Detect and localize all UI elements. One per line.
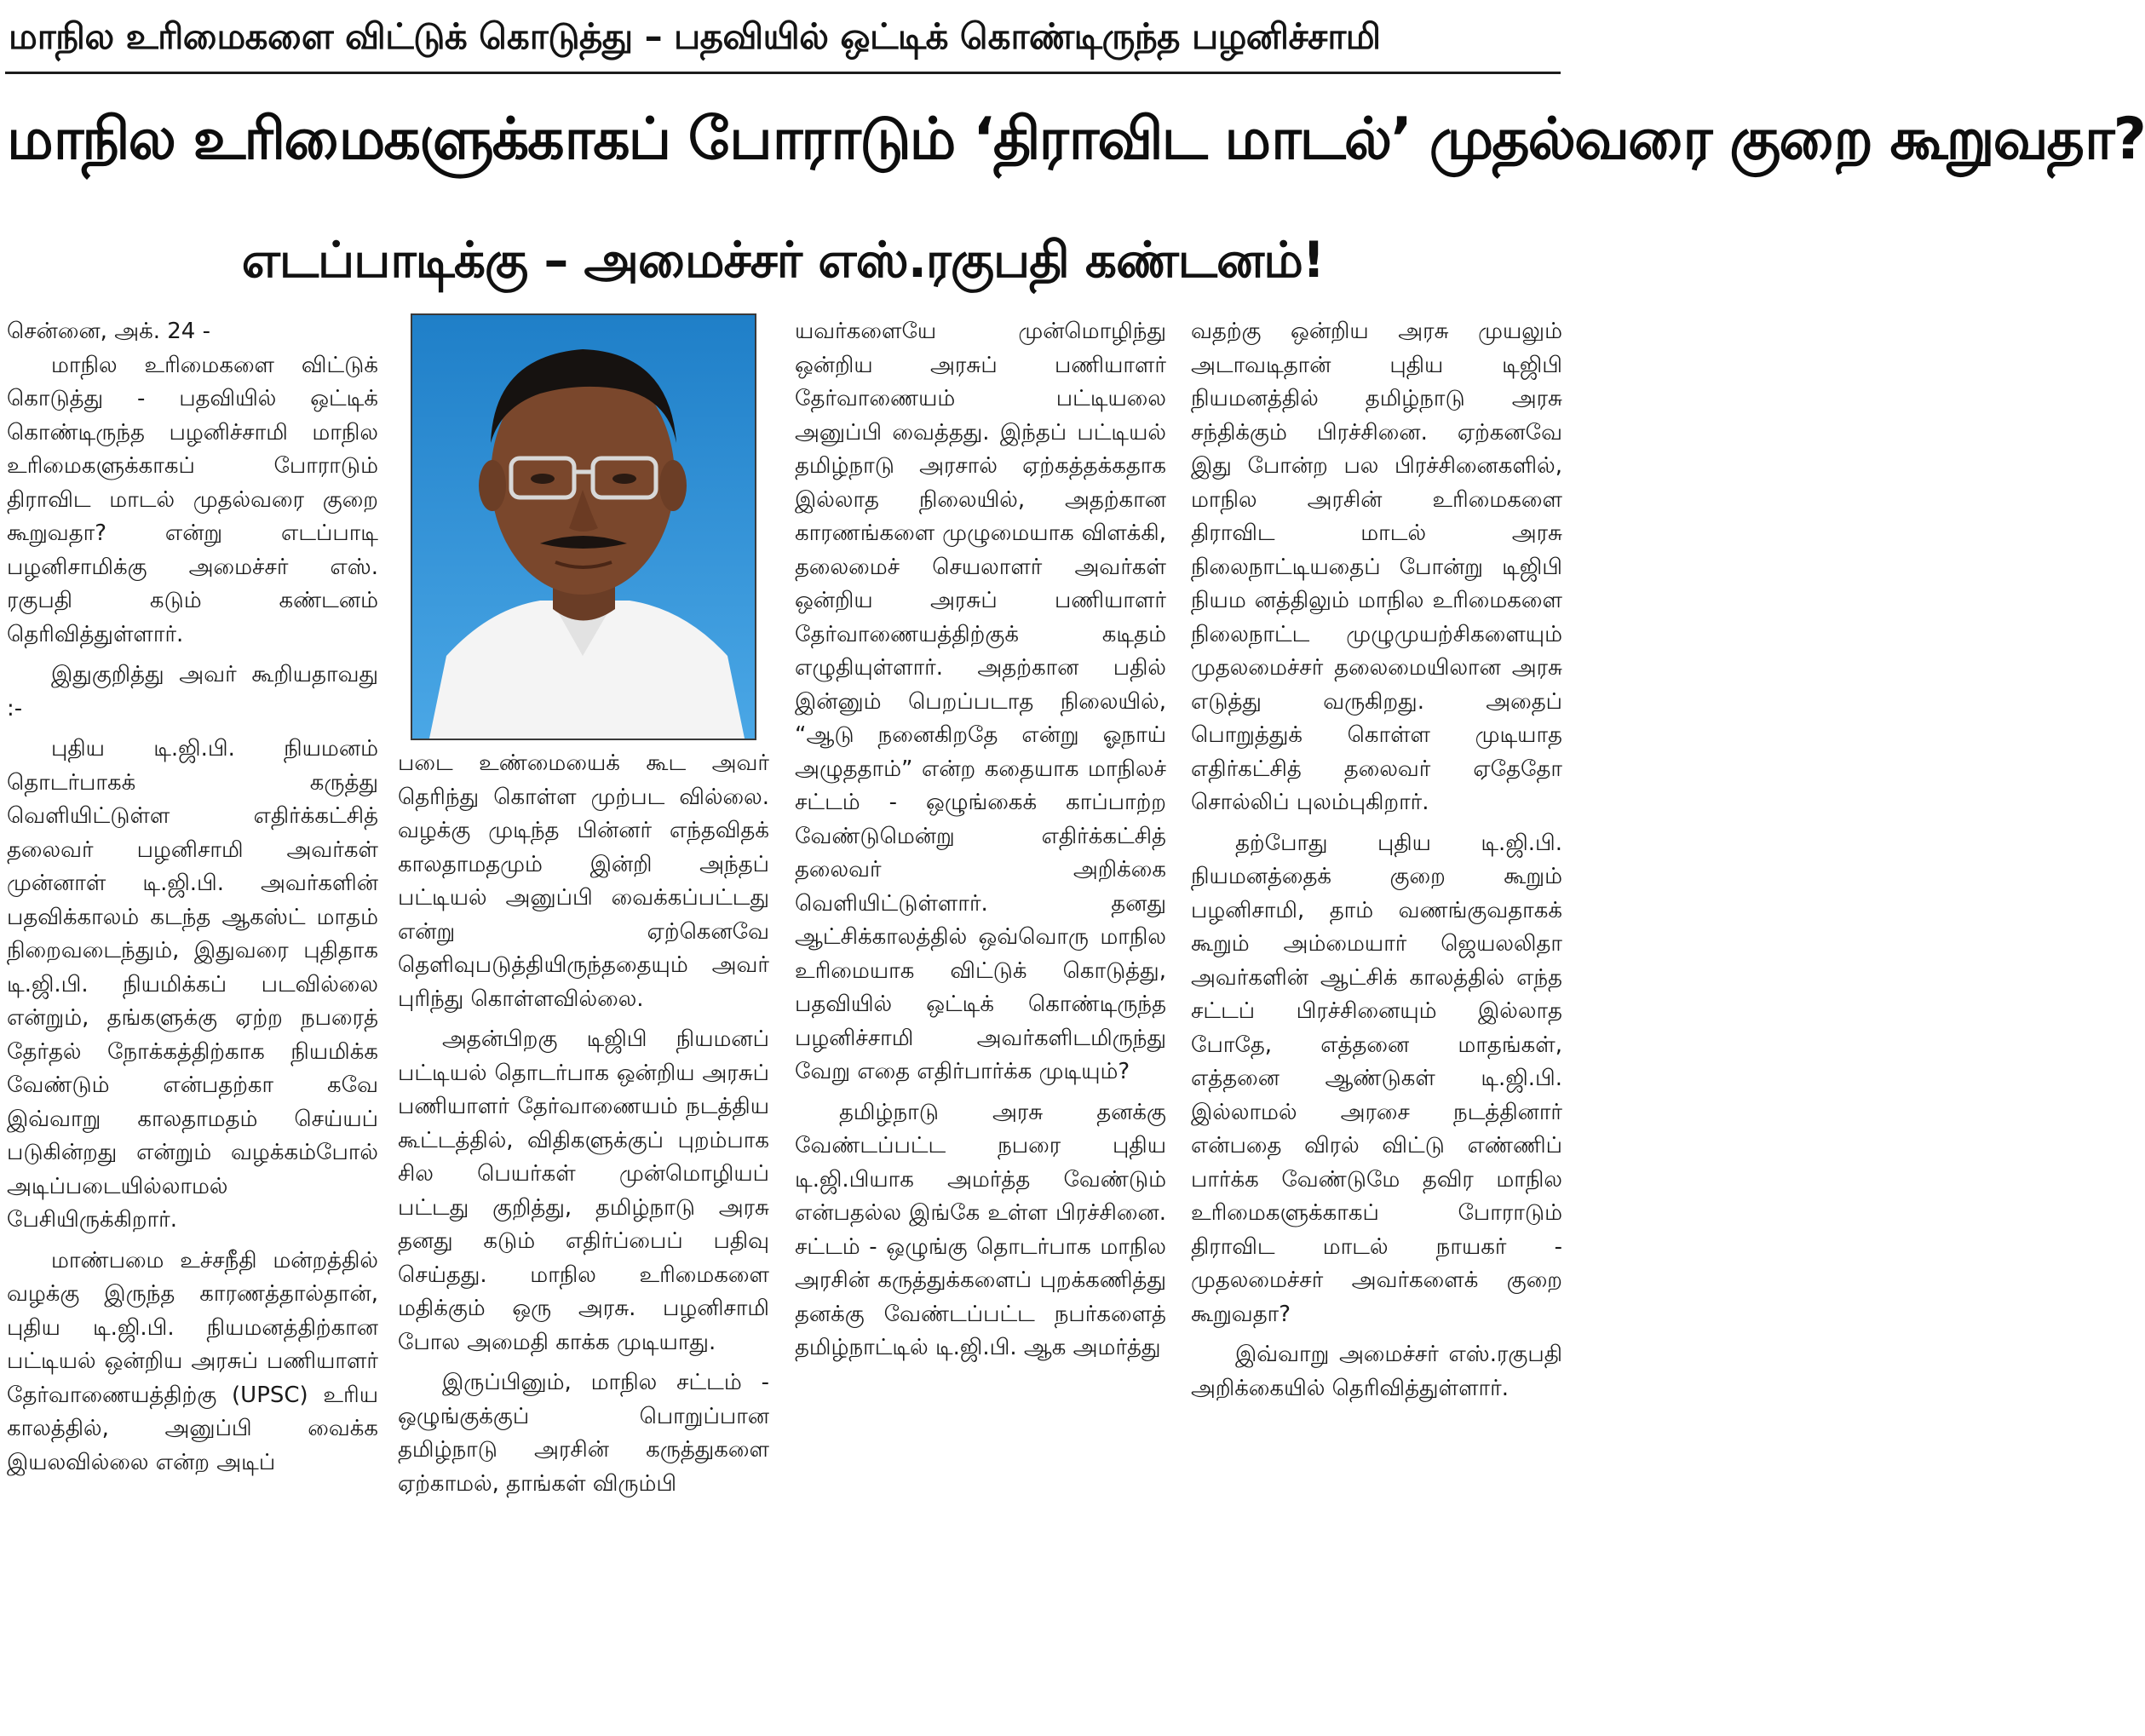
kicker-rule	[5, 72, 1561, 74]
paragraph-gap	[7, 726, 378, 733]
dateline: சென்னை, அக். 24 -	[7, 319, 210, 344]
col4-paragraph-3: இவ்வாறு அமைச்சர் எஸ்.ரகுபதி அறிக்கையில் தெரிவித்துள்ளார்.	[1191, 1342, 1562, 1401]
col4-paragraph-2: தற்போது புதிய டி.ஜி.பி. நியமனத்தைக் குறை கூறும் பழனிசாமி, தாம் வணங்குவதாகக் கூறும் அம்மையார் ஜெயலலிதா அவர்களின் ஆட்சிக் காலத்தில் எந்த சட்டப் பிரச்சினையும் இல்லாத போதே, எத்தனை மாதங்கள், எத்தனை ஆண்டுகள் டி.ஜி.பி. இல்லாமல் அரசை நடத்தினார் என்பதை விரல் விட்டு எண்ணிப் பார்க்க வேண்டுமே தவிர மாநில உரிமைகளுக்காகப் போராடும் திராவிட மாடல் நாயகர் - முதலமைச்சர் அவர்களைக் குறை கூறுவதா?	[1191, 830, 1562, 1327]
paragraph-gap	[398, 1016, 769, 1023]
col1-paragraph-2: இதுகுறித்து அவர் கூறியதாவது :-	[7, 662, 378, 721]
article-subheadline: எடப்பாடிக்கு – அமைச்சர் எஸ்.ரகுபதி கண்டனம்!	[241, 231, 1325, 289]
paragraph-gap	[7, 1238, 378, 1245]
left-eye	[531, 474, 555, 484]
paragraph-gap	[398, 1359, 769, 1366]
col4-paragraph-1: வதற்கு ஒன்றிய அரசு முயலும் அடாவடிதான் புதிய டிஜிபி நியமனத்தில் தமிழ்நாடு அரசு சந்திக்கும் பிரச்சினை. ஏற்கனவே இது போன்ற பல பிரச்சினைகளில், மாநில அரசின் உரிமைகளை திராவிட மாடல் அரசு நிலைநாட்டியதைப் போன்று டிஜிபி நியம னத்திலும் மாநில உரிமைகளை நிலைநாட்ட முழுமுயற்சிகளையும் முதலமைச்சர் தலைமையிலான அரசு எடுத்து வருகிறது. அதைப் பொறுத்துக் கொள்ள முடியாத எதிர்கட்சித் தலைவர் ஏதேதோ சொல்லிப் புலம்புகிறார்.	[1191, 319, 1562, 815]
left-ear	[479, 460, 506, 511]
paragraph-gap	[795, 1089, 1166, 1096]
right-eye	[612, 474, 636, 484]
col1-paragraph-3: புதிய டி.ஜி.பி. நியமனம் தொடர்பாகக் கருத்து வெளியிட்டுள்ள எதிர்க்கட்சித் தலைவர் பழனிசாமி அவர்கள் முன்னாள் டி.ஜி.பி. அவர்களின் பதவிக்காலம் கடந்த ஆகஸ்ட் மாதம் நிறைவடைந்தும், இதுவரை புதிதாக டி.ஜி.பி. நியமிக்கப் படவில்லை என்றும், தங்களுக்கு ஏற்ற நபரைத் தேர்தல் நோக்கத்திற்காக நியமிக்க வேண்டும் என்பதற்கா கவே இவ்வாறு காலதாமதம் செய்யப் படுகின்றது என்றும் வழக்கம்போல் அடிப்படையில்லாமல் பேசியிருக்கிறார்.	[7, 736, 378, 1233]
column-4	[1191, 315, 1562, 1733]
col2-paragraph-2: அதன்பிறகு டிஜிபி நியமனப் பட்டியல் தொடர்பாக ஒன்றிய அரசுப் பணியாளர் தேர்வாணையம் நடத்திய கூட்டத்தில், விதிகளுக்குப் புறம்பாக சில பெயர்கள் முன்மொழியப் பட்டது குறித்து, தமிழ்நாடு அரசு தனது கடும் எதிர்ப்பைப் பதிவு செய்தது. மாநில உரிமைகளை மதிக்கும் ஒரு அரசு. பழனிசாமி போல அமைதி காக்க முடியாது.	[398, 1026, 769, 1355]
portrait-illustration	[412, 315, 755, 739]
column-2	[398, 747, 769, 1733]
col3-paragraph-1: யவர்களையே முன்மொழிந்து ஒன்றிய அரசுப் பணியாளர் தேர்வாணையம் பட்டியலை அனுப்பி வைத்தது. இந்தப் பட்டியல் தமிழ்நாடு அரசால் ஏற்கத்தக்கதாக இல்லாத நிலையில், அதற்கான காரணங்களை முழுமையாக விளக்கி, தலைமைச் செயலாளர் அவர்கள் ஒன்றிய அரசுப் பணியாளர் தேர்வாணையத்திற்குக் கடிதம் எழுதியுள்ளார். அதற்கான பதில் இன்னும் பெறப்படாத நிலையில், “ஆடு நனைகிறதே என்று ஓநாய் அழுததாம்” என்ற கதையாக மாநிலச் சட்டம் - ஒழுங்கைக் காப்பாற்ற வேண்டுமென்று எதிர்க்கட்சித் தலைவர் அறிக்கை வெளியிட்டுள்ளார். தனது ஆட்சிக்காலத்தில் ஒவ்வொரு மாநில உரிமையாக விட்டுக் கொடுத்து, பதவியில் ஒட்டிக் கொண்டிருந்த பழனிச்சாமி அவர்களிடமிருந்து வேறு எதை எதிர்பார்க்க முடியும்?	[795, 319, 1166, 1084]
column-1	[7, 315, 378, 1733]
right-ear	[659, 460, 687, 511]
col1-paragraph-1: மாநில உரிமைகளை விட்டுக் கொடுத்து - பதவியில் ஒட்டிக் கொண்டிருந்த பழனிச்சாமி மாநில உரிமைகளுக்காகப் போராடும் திராவிட மாடல் முதல்வரை குறை கூறுவதா? என்று எடப்பாடி பழனிசாமிக்கு அமைச்சர் எஸ். ரகுபதி கடும் கண்டனம் தெரிவித்துள்ளார்.	[7, 352, 378, 647]
minister-photo	[411, 313, 756, 740]
article-kicker: மாநில உரிமைகளை விட்டுக் கொடுத்து – பதவியில் ஒட்டிக் கொண்டிருந்த பழனிச்சாமி	[9, 15, 1381, 57]
article-headline: மாநில உரிமைகளுக்காகப் போராடும் ‘திராவிட மாடல்’ முதல்வரை குறை கூறுவதா?	[7, 106, 2145, 173]
paragraph-gap	[7, 652, 378, 658]
column-3	[795, 315, 1166, 1733]
col3-paragraph-2: தமிழ்நாடு அரசு தனக்கு வேண்டப்பட்ட நபரை புதிய டி.ஜி.பியாக அமர்த்த வேண்டும் என்பதல்ல இங்கே உள்ள பிரச்சினை. சட்டம் - ஒழுங்கு தொடர்பாக மாநில அரசின் கருத்துக்களைப் புறக்கணித்து தனக்கு வேண்டப்பட்ட நபர்களைத் தமிழ்நாட்டில் டி.ஜி.பி. ஆக அமர்த்து	[795, 1099, 1166, 1360]
col2-paragraph-3: இருப்பினும், மாநில சட்டம் - ஒழுங்குக்குப் பொறுப்பான தமிழ்நாடு அரசின் கருத்துகளை ஏற்காமல், தாங்கள் விரும்பி	[398, 1370, 769, 1497]
col2-paragraph-1: படை உண்மையைக் கூட அவர் தெரிந்து கொள்ள முற்பட வில்லை. வழக்கு முடிந்த பின்னர் எந்தவிதக் காலதாமதமும் இன்றி அந்தப் பட்டியல் அனுப்பி வைக்கப்பட்டது என்று ஏற்கெனவே தெளிவுபடுத்தியிருந்ததையும் அவர் புரிந்து கொள்ளவில்லை.	[398, 750, 769, 1012]
paragraph-gap	[1191, 1331, 1562, 1338]
col1-paragraph-4: மாண்பமை உச்சநீதி மன்றத்தில் வழக்கு இருந்த காரணத்தால்தான், புதிய டி.ஜி.பி. நியமனத்திற்கான பட்டியல் ஒன்றிய அரசுப் பணியாளர் தேர்வாணையத்திற்கு (UPSC) உரிய காலத்தில், அனுப்பி வைக்க இயலவில்லை என்ற அடிப்	[7, 1247, 378, 1475]
paragraph-gap	[1191, 820, 1562, 827]
